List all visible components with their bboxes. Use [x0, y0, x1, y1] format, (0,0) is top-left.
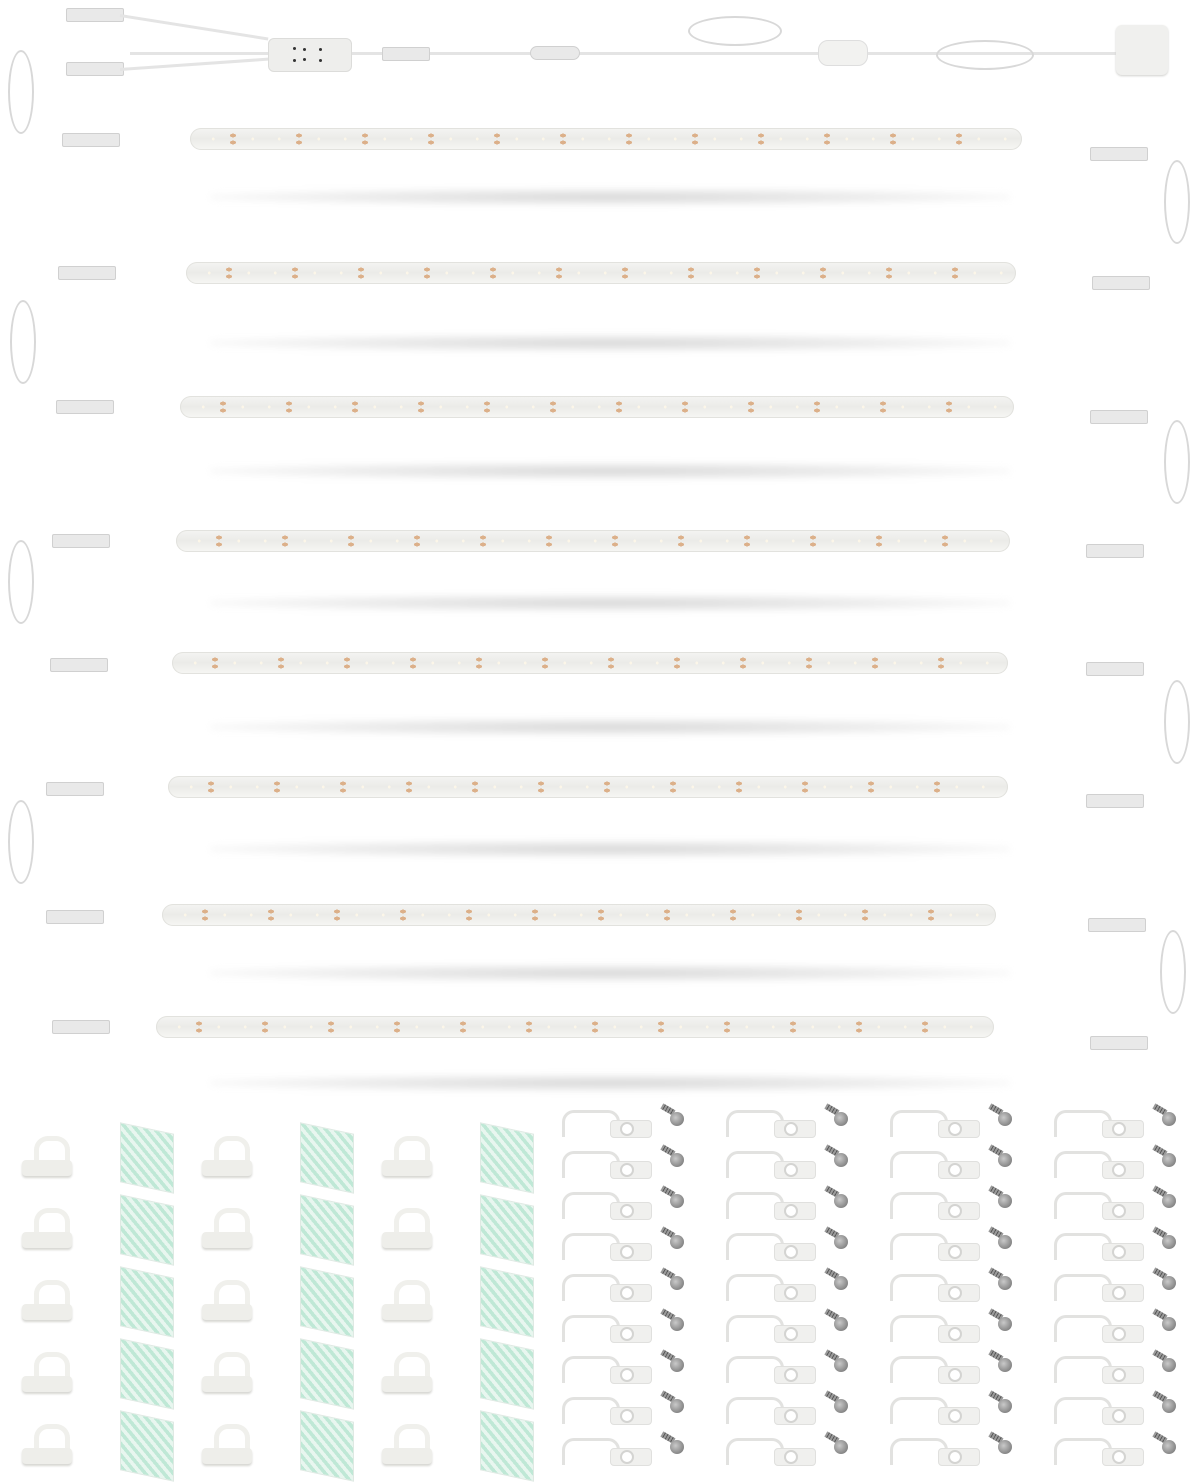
screw-icon [988, 1436, 1012, 1460]
coiled-cable-icon [936, 40, 1034, 70]
adhesive-pad-icon [120, 1410, 174, 1481]
coiled-cable-icon [688, 16, 782, 46]
cable-clip-icon [20, 1208, 72, 1248]
adhesive-pad-icon [480, 1338, 534, 1409]
mounting-bracket-icon [562, 1397, 652, 1425]
inline-switch-icon [818, 40, 868, 66]
screw-icon [824, 1354, 848, 1378]
link-cable-loop [8, 540, 34, 624]
bar-connector [56, 400, 114, 414]
adhesive-pad-icon [300, 1194, 354, 1265]
cable-clip-icon [380, 1424, 432, 1464]
mounting-bracket-icon [562, 1192, 652, 1220]
bar-connector [1086, 794, 1144, 808]
mounting-bracket-icon [726, 1151, 816, 1179]
clips-and-pads [0, 1110, 560, 1474]
light-bar-7 [162, 904, 996, 926]
link-cable-loop [1164, 420, 1190, 504]
adhesive-pad-icon [120, 1338, 174, 1409]
bar-connector [52, 534, 110, 548]
mounting-bracket-icon [1054, 1315, 1144, 1343]
light-glow [210, 718, 1010, 736]
screw-icon [988, 1231, 1012, 1255]
screw-icon [988, 1190, 1012, 1214]
link-cable-loop [10, 300, 36, 384]
bar-connector [62, 133, 120, 147]
screw-icon [1152, 1190, 1176, 1214]
light-bar-8 [156, 1016, 994, 1038]
cable-clip-icon [380, 1280, 432, 1320]
screw-icon [660, 1108, 684, 1132]
splitter-branch-top [120, 14, 269, 40]
bar-connector [1092, 276, 1150, 290]
screw-icon [824, 1395, 848, 1419]
mounting-bracket-icon [890, 1356, 980, 1384]
screw-icon [660, 1395, 684, 1419]
adhesive-pad-icon [480, 1266, 534, 1337]
adhesive-pad-icon [480, 1194, 534, 1265]
adhesive-pad-icon [480, 1410, 534, 1481]
power-adapter-icon [1116, 25, 1168, 75]
mounting-bracket-icon [562, 1274, 652, 1302]
screw-icon [988, 1272, 1012, 1296]
screw-icon [824, 1149, 848, 1173]
screw-icon [660, 1190, 684, 1214]
mounting-bracket-icon [726, 1438, 816, 1466]
bar-connector [1086, 662, 1144, 676]
adhesive-pad-icon [300, 1122, 354, 1193]
mounting-bracket-icon [1054, 1397, 1144, 1425]
screw-icon [988, 1149, 1012, 1173]
mounting-bracket-icon [726, 1315, 816, 1343]
cable-clip-icon [20, 1352, 72, 1392]
light-bar-1 [190, 128, 1022, 150]
screw-icon [1152, 1108, 1176, 1132]
mounting-bracket-icon [890, 1274, 980, 1302]
mounting-bracket-icon [726, 1274, 816, 1302]
mounting-bracket-icon [726, 1356, 816, 1384]
bar-connector [58, 266, 116, 280]
mounting-bracket-icon [890, 1397, 980, 1425]
screw-icon [824, 1272, 848, 1296]
light-glow [210, 594, 1010, 612]
cable-clip-icon [200, 1136, 252, 1176]
cable-clip-icon [380, 1208, 432, 1248]
bar-connector [1090, 410, 1148, 424]
brackets-and-screws [550, 1100, 1194, 1474]
screw-icon [1152, 1272, 1176, 1296]
screw-icon [660, 1313, 684, 1337]
link-cable-loop [1164, 680, 1190, 764]
cable-clip-icon [20, 1424, 72, 1464]
light-glow [210, 462, 1010, 480]
mounting-bracket-icon [890, 1233, 980, 1261]
screw-icon [824, 1436, 848, 1460]
adhesive-pad-icon [120, 1266, 174, 1337]
splitter-connector-top [66, 8, 124, 22]
mounting-bracket-icon [1054, 1192, 1144, 1220]
bar-connector [1090, 147, 1148, 161]
bar-connector [50, 658, 108, 672]
cable-clip-icon [200, 1352, 252, 1392]
screw-icon [1152, 1354, 1176, 1378]
mounting-bracket-icon [562, 1233, 652, 1261]
adhesive-pad-icon [300, 1410, 354, 1481]
light-bar-2 [186, 262, 1016, 284]
screw-icon [988, 1108, 1012, 1132]
light-glow [210, 964, 1010, 982]
screw-icon [824, 1313, 848, 1337]
bar-connector [1088, 918, 1146, 932]
splitter-branch-bottom [120, 58, 270, 71]
mounting-bracket-icon [890, 1315, 980, 1343]
light-bar-6 [168, 776, 1008, 798]
bar-connector [46, 910, 104, 924]
screw-icon [660, 1231, 684, 1255]
mounting-bracket-icon [1054, 1233, 1144, 1261]
mounting-bracket-icon [726, 1233, 816, 1261]
screw-icon [660, 1149, 684, 1173]
screw-icon [660, 1436, 684, 1460]
cable-clip-icon [200, 1208, 252, 1248]
mounting-bracket-icon [890, 1151, 980, 1179]
mounting-bracket-icon [562, 1110, 652, 1138]
cable-clip-icon [20, 1280, 72, 1320]
link-cable-loop [8, 50, 34, 134]
link-cable-loop [1164, 160, 1190, 244]
mounting-bracket-icon [1054, 1151, 1144, 1179]
adhesive-pad-icon [480, 1122, 534, 1193]
bar-connector [1086, 544, 1144, 558]
mounting-bracket-icon [1054, 1356, 1144, 1384]
mounting-bracket-icon [890, 1110, 980, 1138]
screw-icon [1152, 1231, 1176, 1255]
light-bar-3 [180, 396, 1014, 418]
mounting-bracket-icon [1054, 1274, 1144, 1302]
screw-icon [660, 1354, 684, 1378]
bar-connector [1090, 1036, 1148, 1050]
bar-connector [52, 1020, 110, 1034]
screw-icon [988, 1313, 1012, 1337]
screw-icon [824, 1108, 848, 1132]
screw-icon [824, 1190, 848, 1214]
mounting-bracket-icon [1054, 1110, 1144, 1138]
link-cable-loop [1160, 930, 1186, 1014]
cable-clip-icon [200, 1424, 252, 1464]
mounting-bracket-icon [562, 1356, 652, 1384]
light-glow [210, 188, 1010, 206]
mounting-bracket-icon [726, 1192, 816, 1220]
link-cable-loop [8, 800, 34, 884]
cable-clip-icon [380, 1136, 432, 1176]
screw-icon [1152, 1436, 1176, 1460]
inline-connector [382, 47, 430, 61]
screw-icon [1152, 1149, 1176, 1173]
mounting-bracket-icon [726, 1110, 816, 1138]
cable-clip-icon [200, 1280, 252, 1320]
light-glow [210, 840, 1010, 858]
screw-icon [988, 1395, 1012, 1419]
mounting-bracket-icon [562, 1315, 652, 1343]
adhesive-pad-icon [120, 1122, 174, 1193]
screw-icon [988, 1354, 1012, 1378]
mounting-bracket-icon [890, 1192, 980, 1220]
light-glow [210, 334, 1010, 352]
y-splitter-icon [268, 38, 352, 72]
mounting-bracket-icon [1054, 1438, 1144, 1466]
adhesive-pad-icon [120, 1194, 174, 1265]
cable-clip-icon [380, 1352, 432, 1392]
cable-clip-icon [20, 1136, 72, 1176]
mounting-bracket-icon [562, 1438, 652, 1466]
light-bar-5 [172, 652, 1008, 674]
adhesive-pad-icon [300, 1266, 354, 1337]
bar-connector [46, 782, 104, 796]
light-glow [210, 1074, 1010, 1092]
screw-icon [1152, 1313, 1176, 1337]
light-bar-4 [176, 530, 1010, 552]
mounting-bracket-icon [726, 1397, 816, 1425]
adhesive-pad-icon [300, 1338, 354, 1409]
screw-icon [1152, 1395, 1176, 1419]
screw-icon [660, 1272, 684, 1296]
splitter-connector-bottom [66, 62, 124, 76]
mounting-bracket-icon [562, 1151, 652, 1179]
mounting-bracket-icon [890, 1438, 980, 1466]
barrel-connector [530, 46, 580, 60]
screw-icon [824, 1231, 848, 1255]
